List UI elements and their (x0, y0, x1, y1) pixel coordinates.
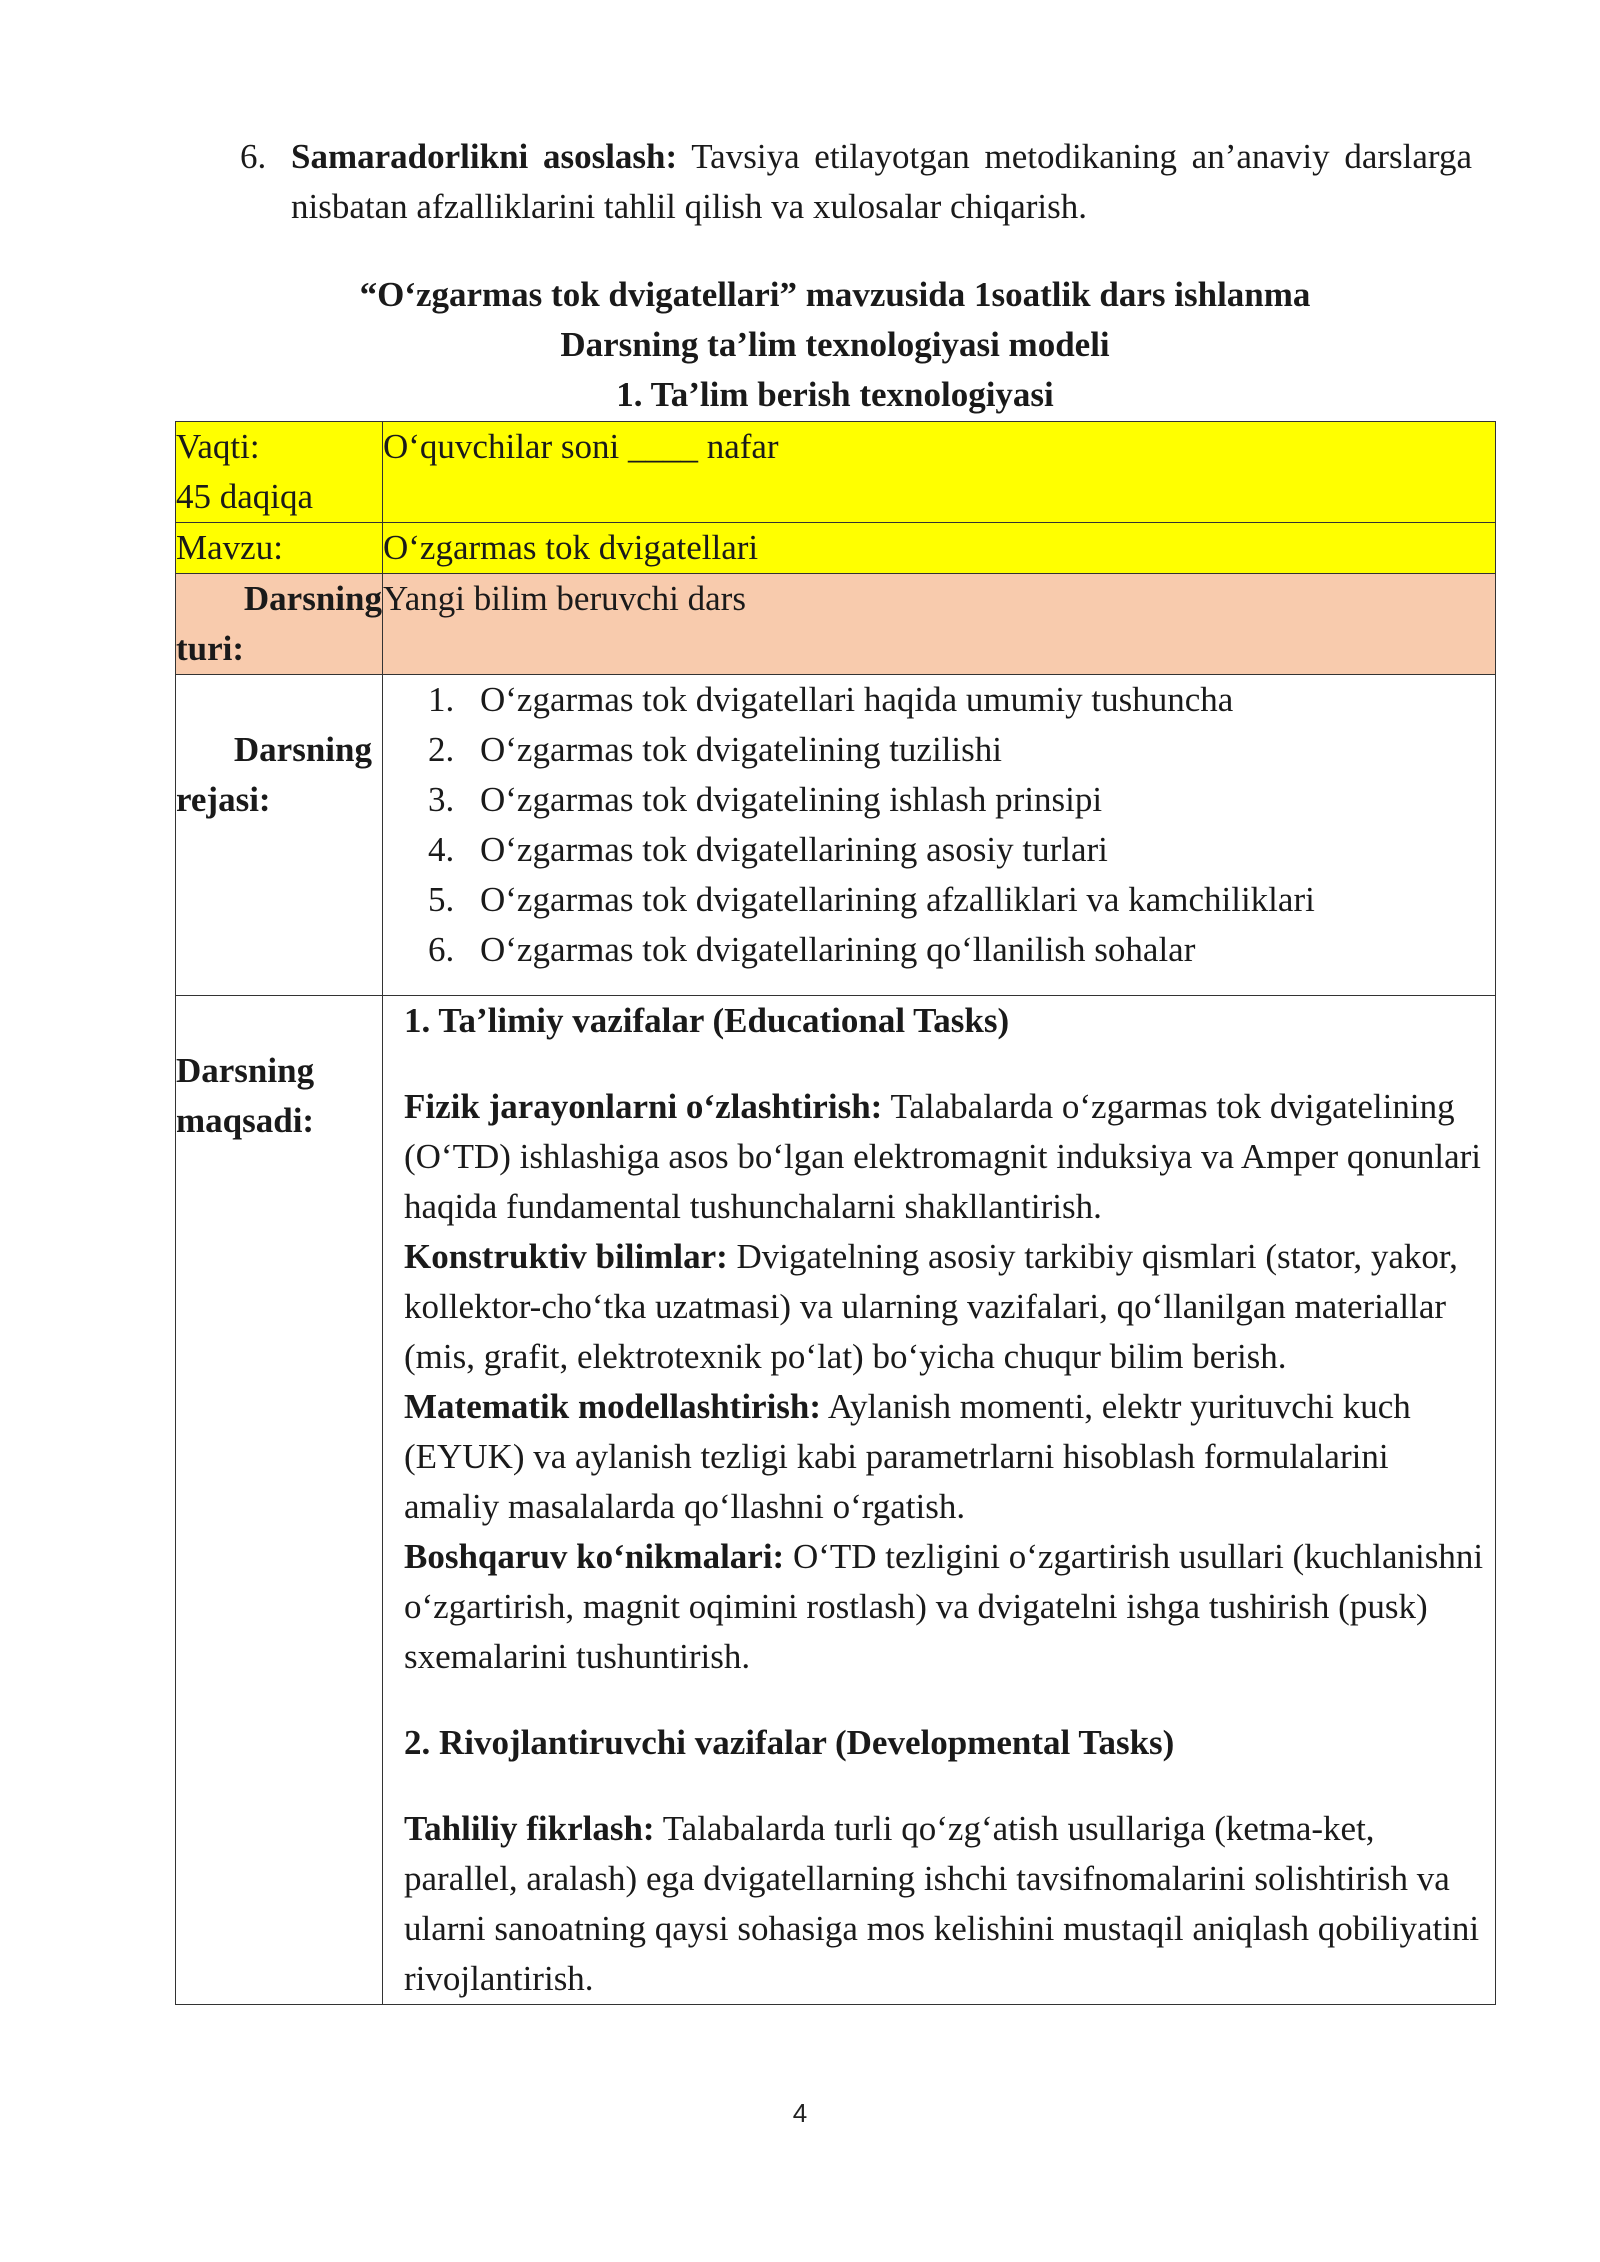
list-number: 4. (428, 830, 455, 869)
goal-paragraph (404, 1532, 1491, 1682)
topic-label: Mavzu: (176, 523, 383, 574)
list-text: O‘zgarmas tok dvigatellari haqida umumiy tushuncha (480, 680, 1234, 719)
intro-body (291, 132, 1472, 232)
goal-paragraph (404, 1804, 1491, 2004)
type-label-line2: turi: (176, 629, 245, 668)
lesson-headings (175, 270, 1495, 420)
list-text: O‘zgarmas tok dvigatellarining qo‘llanilish sohalar (480, 930, 1196, 969)
table-row-type (176, 574, 1496, 675)
educational-tasks-heading: 1. Ta’limiy vazifalar (Educational Tasks) (404, 1001, 1010, 1040)
list-number: 6. (428, 930, 455, 969)
list-item (383, 775, 1495, 825)
goal-text: Talabalarda turli qo‘zg‘atish usullariga (ketma-ket, parallel, aralash) ega dvigatellarning ishchi tavsifnomalarini solishtirish va ularni sanoatning qaysi sohasiga mos kelishini mustaqil aniqlash qobiliyatini rivojlantirish. (404, 1809, 1480, 1998)
intro-list-item (240, 132, 1472, 232)
goal-term: Matematik modellashtirish: (404, 1387, 822, 1426)
goal-paragraph (404, 1232, 1491, 1382)
goal-label-line2: maqsadi: (176, 1101, 315, 1140)
intro-text: Tavsiya etilayotgan metodikaning an’anaviy darslarga nisbatan afzalliklarini tahlil qilish va xulosalar chiqarish. (291, 137, 1472, 226)
goal-term: Tahliliy fikrlash: (404, 1809, 655, 1848)
plan-label-line1: Darsning (233, 730, 372, 769)
time-label-cell (176, 422, 383, 523)
intro-bold-term: Samaradorlikni asoslash: (291, 137, 678, 176)
section-heading: 1. Ta’lim berish texnologiyasi (616, 375, 1054, 414)
lesson-plan-table (175, 421, 1496, 2005)
time-duration: 45 daqiqa (176, 477, 314, 516)
goal-term: Boshqaruv ko‘nikmalari: (404, 1537, 785, 1576)
list-number: 5. (428, 880, 455, 919)
lesson-subtitle: Darsning ta’lim texnologiyasi modeli (560, 325, 1110, 364)
table-row-time (176, 422, 1496, 523)
time-label: Vaqti: (176, 427, 260, 466)
list-text: O‘zgarmas tok dvigatellarining asosiy turlari (480, 830, 1108, 869)
list-number: 3. (428, 780, 455, 819)
list-item (383, 675, 1495, 725)
topic-value: O‘zgarmas tok dvigatellari (383, 523, 1496, 574)
list-text: O‘zgarmas tok dvigatelining tuzilishi (480, 730, 1002, 769)
goal-content (383, 996, 1495, 2004)
goal-label-cell (176, 996, 383, 2005)
goal-paragraph (404, 1082, 1491, 1232)
developmental-tasks-heading: 2. Rivojlantiruvchi vazifalar (Developmental Tasks) (404, 1723, 1175, 1762)
goal-label-line1: Darsning (176, 1051, 315, 1090)
goal-text: Dvigatelning asosiy tarkibiy qismlari (stator, yakor, kollektor-cho‘tka uzatmasi) va ularning vazifalari, qo‘llanilgan materiallar (mis, grafit, elektrotexnik po‘lat) bo‘yicha chuqur bilim berish. (404, 1237, 1458, 1376)
list-item (383, 825, 1495, 875)
plan-label-cell (176, 675, 383, 996)
students-cell (383, 422, 1496, 523)
list-number: 1. (428, 680, 455, 719)
list-text: O‘zgarmas tok dvigatelining ishlash prinsipi (480, 780, 1103, 819)
list-item (383, 925, 1495, 975)
intro-number: 6. (240, 137, 267, 176)
goal-term: Konstruktiv bilimlar: (404, 1237, 728, 1276)
goal-text: Aylanish momenti, elektr yurituvchi kuch (EYUK) va aylanish tezligi kabi parametrlarni hisoblash formulalarini amaliy masalalarda qo‘llashni o‘rgatish. (404, 1387, 1411, 1526)
goal-text: O‘TD tezligini o‘zgartirish usullari (kuchlanishni o‘zgartirish, magnit oqimini rostlash) va dvigatelni ishga tushirish (pusk) sxemalarini tushuntirish. (404, 1537, 1484, 1676)
table-row-goal (176, 996, 1496, 2005)
students-count-text: O‘quvchilar soni ____ nafar (383, 427, 779, 466)
page-number: 4 (792, 2098, 808, 2128)
list-text: O‘zgarmas tok dvigatellarining afzalliklari va kamchiliklari (480, 880, 1315, 919)
type-label-cell (176, 574, 383, 675)
list-item (383, 725, 1495, 775)
goal-paragraph (404, 1382, 1491, 1532)
table-row-plan (176, 675, 1496, 996)
list-item (383, 875, 1495, 925)
plan-label-line2: rejasi: (176, 780, 271, 819)
plan-list-cell (383, 675, 1496, 996)
goal-cell (383, 996, 1496, 2005)
type-value: Yangi bilim beruvchi dars (383, 574, 1496, 675)
goal-text: Talabalarda o‘zgarmas tok dvigatelining (O‘TD) ishlashiga asos bo‘lgan elektromagnit induksiya va Amper qonunlari haqida fundamental tushunchalarni shakllantirish. (404, 1087, 1481, 1226)
plan-list (383, 675, 1495, 995)
lesson-title: “O‘zgarmas tok dvigatellari” mavzusida 1soatlik dars ishlanma (359, 275, 1311, 314)
goal-term: Fizik jarayonlarni o‘zlashtirish: (404, 1087, 883, 1126)
type-label-line1: Darsning (243, 579, 382, 618)
table-row-topic (176, 523, 1496, 574)
list-number: 2. (428, 730, 455, 769)
